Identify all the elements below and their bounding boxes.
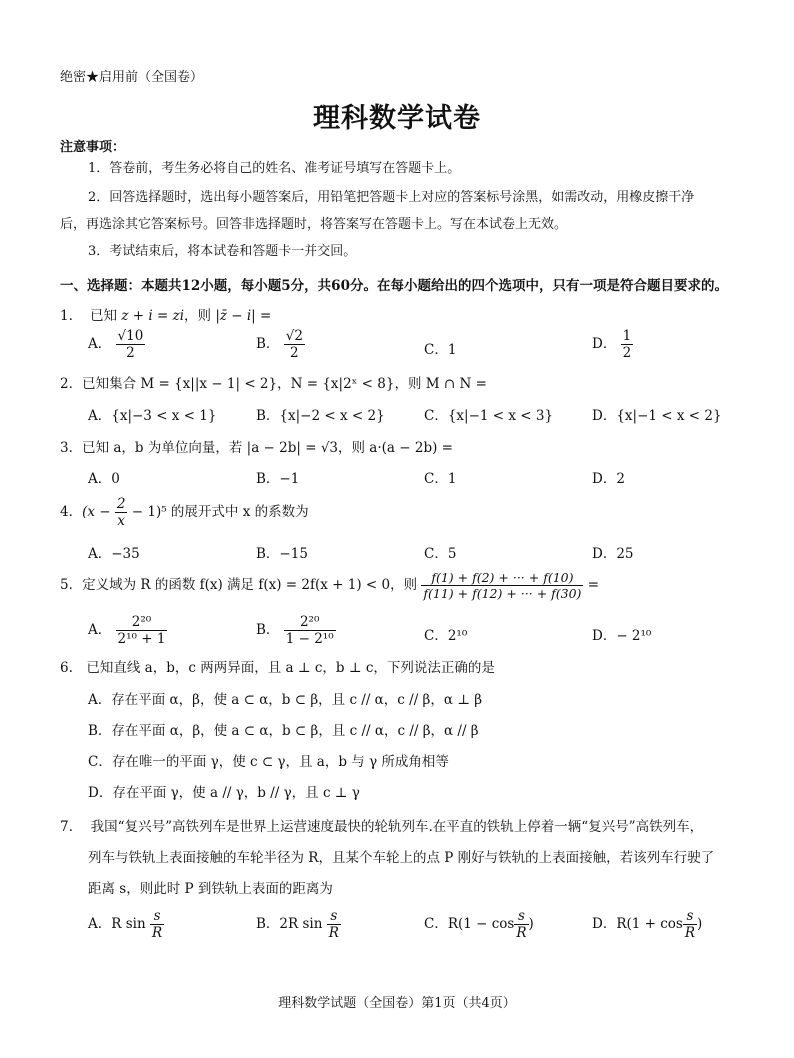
q5-a-fraction <box>116 614 168 647</box>
question-4 <box>60 496 309 529</box>
notice-heading: 注意事项： <box>60 140 126 155</box>
q2-option-a: A．{x|−3 < x < 1} <box>88 408 217 424</box>
q7-c-fraction <box>514 908 528 941</box>
q6-option-d: D．存在平面 γ，使 a // γ，b // γ，且 c ⊥ γ <box>88 785 360 801</box>
q6-option-b: B．存在平面 α，β，使 a ⊂ α，b ⊂ β，且 c // α，c // β，α // β <box>88 723 479 739</box>
q1-a-label: A． <box>88 336 112 352</box>
question-6: 6. 已知直线 a，b，c 两两异面，且 a ⊥ c，b ⊥ c，下列说法正确的是 <box>60 660 495 676</box>
q5-stem: 5．定义域为 R 的函数 f(x) 满足 f(x) = 2f(x + 1) < 0，则 <box>60 577 418 593</box>
q7-a-fraction <box>150 908 164 941</box>
notice-item-2-cont: 后，再选涂其它答案标号。回答非选择题时，将答案写在答题卡上。写在本试卷上无效。 <box>60 217 568 232</box>
notice-item-2: 2．回答选择题时，选出每小题答案后，用铅笔把答题卡上对应的答案标号涂黑，如需改动，用橡皮擦干净 <box>88 190 695 205</box>
q1-d-den: 2 <box>622 345 632 361</box>
question-7-line-2: 列车与铁轨上表面接触的车轮半径为 R，且某个车轮上的点 P 刚好与铁轨的上表面接触，若该列车行驶了 <box>88 850 715 866</box>
q5-b-label: B． <box>256 622 280 638</box>
q6-option-a: A．存在平面 α，β，使 a ⊂ α，b ⊂ β，且 c // α，c // β，α ⊥ β <box>88 692 483 708</box>
q7-b-den: R <box>328 925 339 941</box>
q2-option-c: C．{x|−1 < x < 3} <box>424 408 554 424</box>
q7-d-den: R <box>684 925 696 941</box>
q4-expr-a: (x − <box>82 504 111 520</box>
q1-d-num: 1 <box>622 328 632 344</box>
q1-d-fraction <box>621 328 634 361</box>
q3-option-a: A．0 <box>88 471 120 487</box>
question-7-line-3: 距离 s，则此时 P 到铁轨上表面的距离为 <box>88 881 333 897</box>
confidential-label: 绝密★启用前（全国卷） <box>60 70 204 85</box>
q1-b-label: B． <box>256 336 280 352</box>
q5-option-b <box>256 614 336 647</box>
notice-item-3: 3．考试结束后，将本试卷和答题卡一并交回。 <box>88 244 357 259</box>
q1-option-d <box>592 328 633 361</box>
q5-frac-den: f(11) + f(12) + ··· + f(30) <box>423 586 582 601</box>
q1-option-b <box>256 328 305 361</box>
q1-b-num: √2 <box>285 328 303 344</box>
q4-option-b: B．−15 <box>256 546 308 562</box>
notice-item-1: 1．答卷前，考生务必将自己的姓名、准考证号填写在答题卡上。 <box>88 161 461 176</box>
q1-option-a <box>88 328 145 361</box>
q2-option-b: B．{x|−2 < x < 2} <box>256 408 385 424</box>
q7-d-close: ) <box>697 916 703 932</box>
q4-option-c: C．5 <box>424 546 457 562</box>
q4-frac-num: 2 <box>116 496 126 512</box>
q1-expr-1: z + i = zi <box>121 308 185 324</box>
q3-option-b: B．−1 <box>256 471 300 487</box>
q7-option-c <box>424 908 534 941</box>
q1-option-c: C．1 <box>424 342 457 358</box>
q7-c-close: ) <box>528 916 534 932</box>
q1-a-fraction <box>116 328 146 361</box>
q4-stem-a: 4． <box>60 504 83 520</box>
q1-b-fraction <box>284 328 305 361</box>
question-1 <box>60 304 271 324</box>
q7-d-fraction <box>683 908 697 941</box>
question-5 <box>60 570 599 601</box>
q7-b-fraction <box>327 908 341 941</box>
q5-a-label: A． <box>88 622 112 638</box>
q2-option-d: D．{x|−1 < x < 2} <box>592 408 722 424</box>
q5-option-d: D．− 2¹⁰ <box>592 628 652 644</box>
q7-c-num: s <box>517 908 525 924</box>
q5-a-den: 2¹⁰ + 1 <box>117 631 166 647</box>
q1-a-num: √10 <box>117 328 144 344</box>
q1-b-den: 2 <box>284 344 305 361</box>
q7-option-a <box>88 908 164 941</box>
q4-fraction <box>115 496 128 529</box>
q7-d-label: D．R(1 + cos <box>592 916 683 932</box>
q5-a-num: 2²⁰ <box>131 614 152 630</box>
q5-option-a <box>88 614 167 647</box>
q5-eq: = <box>587 577 600 593</box>
q5-b-num: 2²⁰ <box>299 614 320 630</box>
q1-expr-2: |z̄ − i| = <box>215 308 272 324</box>
section-heading: 一、选择题：本题共12小题，每小题5分，共60分。在每小题给出的四个选项中，只有一项是符合题目要求的。 <box>60 278 728 294</box>
q7-a-label: A．R sin <box>88 916 146 932</box>
q5-b-fraction <box>284 614 336 647</box>
q4-option-a: A．−35 <box>88 546 140 562</box>
q1-a-den: 2 <box>116 344 146 361</box>
q7-a-num: s <box>153 908 161 924</box>
q4-frac-den: x <box>115 512 128 529</box>
q7-option-d <box>592 908 702 941</box>
q7-c-den: R <box>516 925 527 941</box>
page-title: 理科数学试卷 <box>313 103 481 134</box>
q3-option-d: D．2 <box>592 471 625 487</box>
q6-option-c: C．存在唯一的平面 γ，使 c ⊂ γ，且 a，b 与 γ 所成角相等 <box>88 754 449 770</box>
q5-b-den: 1 − 2¹⁰ <box>285 631 334 647</box>
q4-expr-b: − 1)⁵ 的展开式中 x 的系数为 <box>131 504 309 520</box>
q1-number: 1. <box>60 308 73 324</box>
question-2: 2．已知集合 M = {x||x − 1| < 2}，N = {x|2ˣ < 8}，则 M ∩ N = <box>60 376 487 392</box>
q5-option-c: C．2¹⁰ <box>424 628 468 644</box>
q7-d-num: s <box>686 908 694 924</box>
q5-fraction <box>421 570 583 601</box>
page-footer: 理科数学试题（全国卷）第1页（共4页） <box>278 996 516 1011</box>
question-7-line-1: 7. 我国“复兴号”高铁列车是世界上运营速度最快的轮轨列车.在平直的铁轨上停着一辆“复兴号”高铁列车， <box>60 819 704 835</box>
q4-option-d: D．25 <box>592 546 634 562</box>
q1-stem-a: 已知 <box>90 308 118 324</box>
q1-d-label: D． <box>592 336 617 352</box>
q3-option-c: C．1 <box>424 471 457 487</box>
q7-option-b <box>256 908 341 941</box>
q1-stem-b: ，则 <box>184 308 212 324</box>
q7-b-label: B．2R sin <box>256 916 323 932</box>
q5-frac-num: f(1) + f(2) + ··· + f(10) <box>431 570 574 585</box>
q7-b-num: s <box>330 908 338 924</box>
question-3: 3．已知 a，b 为单位向量，若 |a − 2b| = √3，则 a·(a − 2b) = <box>60 440 453 456</box>
q7-a-den: R <box>151 925 163 941</box>
q7-c-label: C．R(1 − cos <box>424 916 515 932</box>
